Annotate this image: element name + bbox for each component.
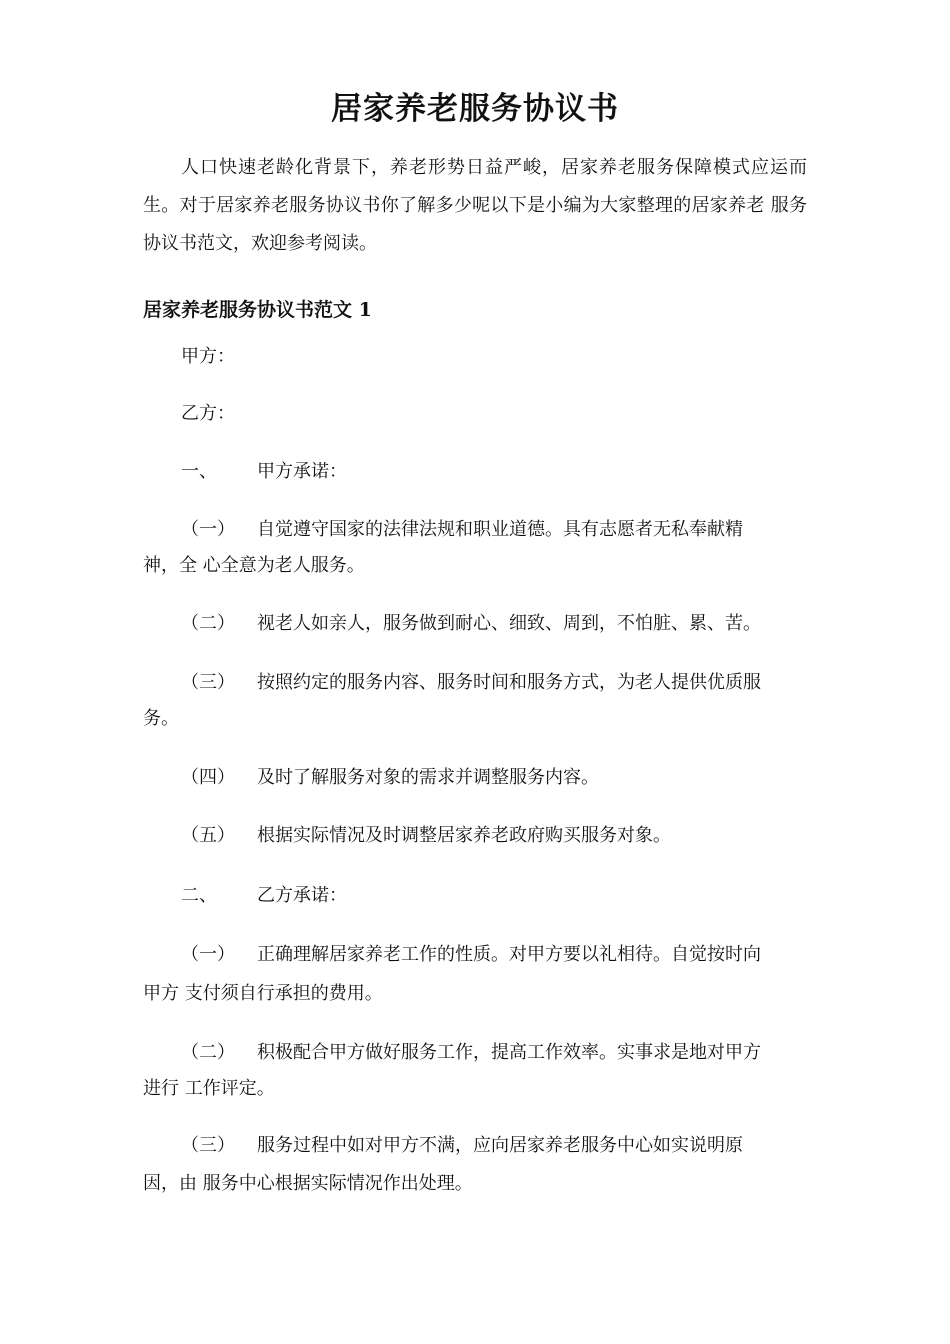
part1-item-5 <box>181 817 671 855</box>
item-text: 根据实际情况及时调整居家养老政府购买服务对象。 <box>257 825 671 846</box>
part2-item-3-continuation: 因，由 服务中心根据实际情况作出处理。 <box>143 1173 473 1194</box>
part1-item-3 <box>181 664 761 702</box>
part1-item-4 <box>181 759 599 797</box>
item-text: 自觉遵守国家的法律法规和职业道德。具有志愿者无私奉献精 <box>257 519 743 540</box>
item-number: （三） <box>181 1135 235 1156</box>
item-number: （二） <box>181 613 235 634</box>
item-text: 积极配合甲方做好服务工作，提高工作效率。实事求是地对甲方 <box>257 1042 761 1063</box>
party-b-label: 乙方： <box>181 403 235 424</box>
part1-heading <box>181 453 347 491</box>
part2-heading <box>181 877 347 915</box>
part2-item-1-continuation: 甲方 支付须自行承担的费用。 <box>143 983 383 1004</box>
item-number: （一） <box>181 944 235 965</box>
part2-item-3 <box>181 1127 743 1165</box>
item-text: 正确理解居家养老工作的性质。对甲方要以礼相待。自觉按时向 <box>257 944 761 965</box>
item-number: （五） <box>181 825 235 846</box>
part1-number: 一、 <box>181 461 217 482</box>
part1-item-2 <box>181 605 761 643</box>
item-number: （四） <box>181 767 235 788</box>
item-number: （三） <box>181 672 235 693</box>
item-number: （一） <box>181 519 235 540</box>
item-text: 视老人如亲人，服务做到耐心、细致、周到，不怕脏、累、苦。 <box>257 613 761 634</box>
item-text: 服务过程中如对甲方不满，应向居家养老服务中心如实说明原 <box>257 1135 743 1156</box>
item-text: 按照约定的服务内容、服务时间和服务方式，为老人提供优质服 <box>257 672 761 693</box>
section-title: 居家养老服务协议书范文 1 <box>143 299 372 321</box>
part1-heading-text: 甲方承诺： <box>257 461 347 482</box>
part2-item-2-continuation: 进行 工作评定。 <box>143 1078 275 1099</box>
part2-item-1 <box>181 936 761 974</box>
part1-item-1-continuation: 神，全 心全意为老人服务。 <box>143 555 365 576</box>
part2-number: 二、 <box>181 885 217 906</box>
intro-paragraph: 人口快速老龄化背景下，养老形势日益严峻，居家养老服务保障模式应运而 生。对于居家养老服务协议书你了解多少呢以下是小编为大家整理的居家养老 服务协议书范文，欢迎参考阅读。 <box>143 157 807 254</box>
document-title: 居家养老服务协议书 <box>331 91 619 127</box>
item-text: 及时了解服务对象的需求并调整服务内容。 <box>257 767 599 788</box>
item-number: （二） <box>181 1042 235 1063</box>
part1-item-1 <box>181 511 743 549</box>
part1-item-3-continuation: 务。 <box>143 708 179 729</box>
part2-item-2 <box>181 1034 761 1072</box>
party-a-label: 甲方： <box>181 346 235 367</box>
part2-heading-text: 乙方承诺： <box>257 885 347 906</box>
